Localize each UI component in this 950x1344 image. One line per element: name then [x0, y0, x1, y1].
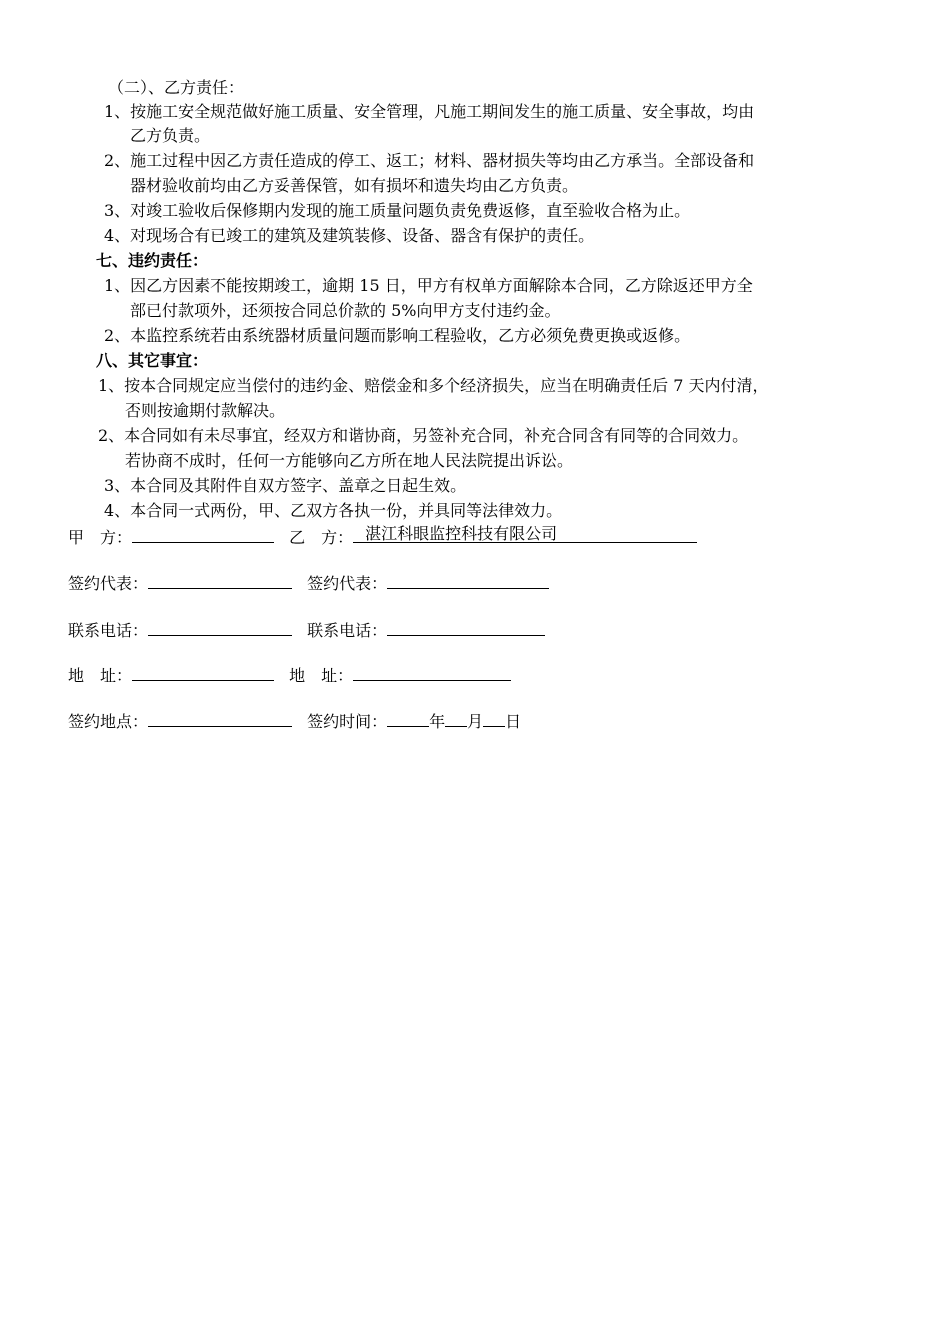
party-row [68, 524, 697, 550]
phone-label-b: 联系电话： [307, 621, 388, 640]
clause-b2-line2: 器材验收前均由乙方妥善保管，如有损坏和遗失均由乙方负责。 [130, 176, 579, 195]
rep-label-a: 签约代表： [68, 574, 149, 593]
phone-a-blank[interactable] [148, 617, 292, 636]
place-label: 签约地点： [68, 712, 149, 731]
addr-label-a: 地 址： [68, 666, 133, 685]
party-b-label: 乙 方： [289, 528, 354, 547]
rep-b-blank[interactable] [387, 570, 549, 589]
phone-row [68, 617, 545, 643]
place-blank[interactable] [148, 708, 292, 727]
year-blank[interactable] [387, 708, 429, 727]
clause-b2-line1: 2、施工过程中因乙方责任造成的停工、返工；材料、器材损失等均由乙方承当。全部设备和 [104, 151, 755, 170]
clause-b4: 4、对现场合有已竣工的建筑及建筑装修、设备、器含有保护的责任。 [104, 226, 595, 245]
phone-b-blank[interactable] [387, 617, 545, 636]
clause-8-3: 3、本合同及其附件自双方签字、盖章之日起生效。 [104, 476, 467, 495]
representative-row [68, 570, 549, 596]
rep-a-blank[interactable] [148, 570, 292, 589]
day-blank[interactable] [483, 708, 505, 727]
month-blank[interactable] [445, 708, 467, 727]
addr-a-blank[interactable] [132, 662, 274, 681]
addr-b-blank[interactable] [353, 662, 511, 681]
party-b-name: 湛江科眼监控科技有限公司 [365, 524, 558, 543]
clause-8-2-line1: 2、本合同如有未尽事宜，经双方和谐协商，另签补充合同，补充合同含有同等的合同效力。 [98, 426, 749, 445]
address-row [68, 662, 511, 688]
party-a-label: 甲 方： [68, 528, 133, 547]
section-7-title: 七、违约责任： [96, 251, 209, 270]
party-b-field [353, 524, 697, 543]
place-time-row [68, 708, 521, 734]
party-a-blank[interactable] [132, 524, 274, 543]
clause-7-1-line1: 1、因乙方因素不能按期竣工，逾期 15 日，甲方有权单方面解除本合同，乙方除返还甲方全 [104, 276, 753, 295]
clause-7-1-line2: 部已付款项外，还须按合同总价款的 5%向甲方支付违约金。 [130, 301, 561, 320]
month-label: 月 [467, 712, 484, 731]
clause-8-1-line2: 否则按逾期付款解决。 [125, 401, 286, 420]
clause-b1-line2: 乙方负责。 [130, 126, 211, 145]
section-8-title: 八、其它事宜： [96, 351, 209, 370]
clause-b1-line1: 1、按施工安全规范做好施工质量、安全管理，凡施工期间发生的施工质量、安全事故，均由 [104, 102, 755, 121]
day-label: 日 [505, 712, 522, 731]
clause-7-2: 2、本监控系统若由系统器材质量问题而影响工程验收，乙方必须免费更换或返修。 [104, 326, 691, 345]
rep-label-b: 签约代表： [307, 574, 388, 593]
section-b-title: （二）、乙方责任： [108, 78, 245, 97]
time-label: 签约时间： [307, 712, 388, 731]
addr-label-b: 地 址： [289, 666, 354, 685]
phone-label-a: 联系电话： [68, 621, 149, 640]
clause-8-4: 4、本合同一式两份，甲、乙双方各执一份，并具同等法律效力。 [104, 501, 563, 520]
clause-8-2-line2: 若协商不成时，任何一方能够向乙方所在地人民法院提出诉讼。 [125, 451, 574, 470]
year-label: 年 [429, 712, 446, 731]
clause-8-1-line1: 1、按本合同规定应当偿付的违约金、赔偿金和多个经济损失，应当在明确责任后 7 天内付清， [98, 376, 769, 395]
clause-b3: 3、对竣工验收后保修期内发现的施工质量问题负责免费返修，直至验收合格为止。 [104, 201, 691, 220]
